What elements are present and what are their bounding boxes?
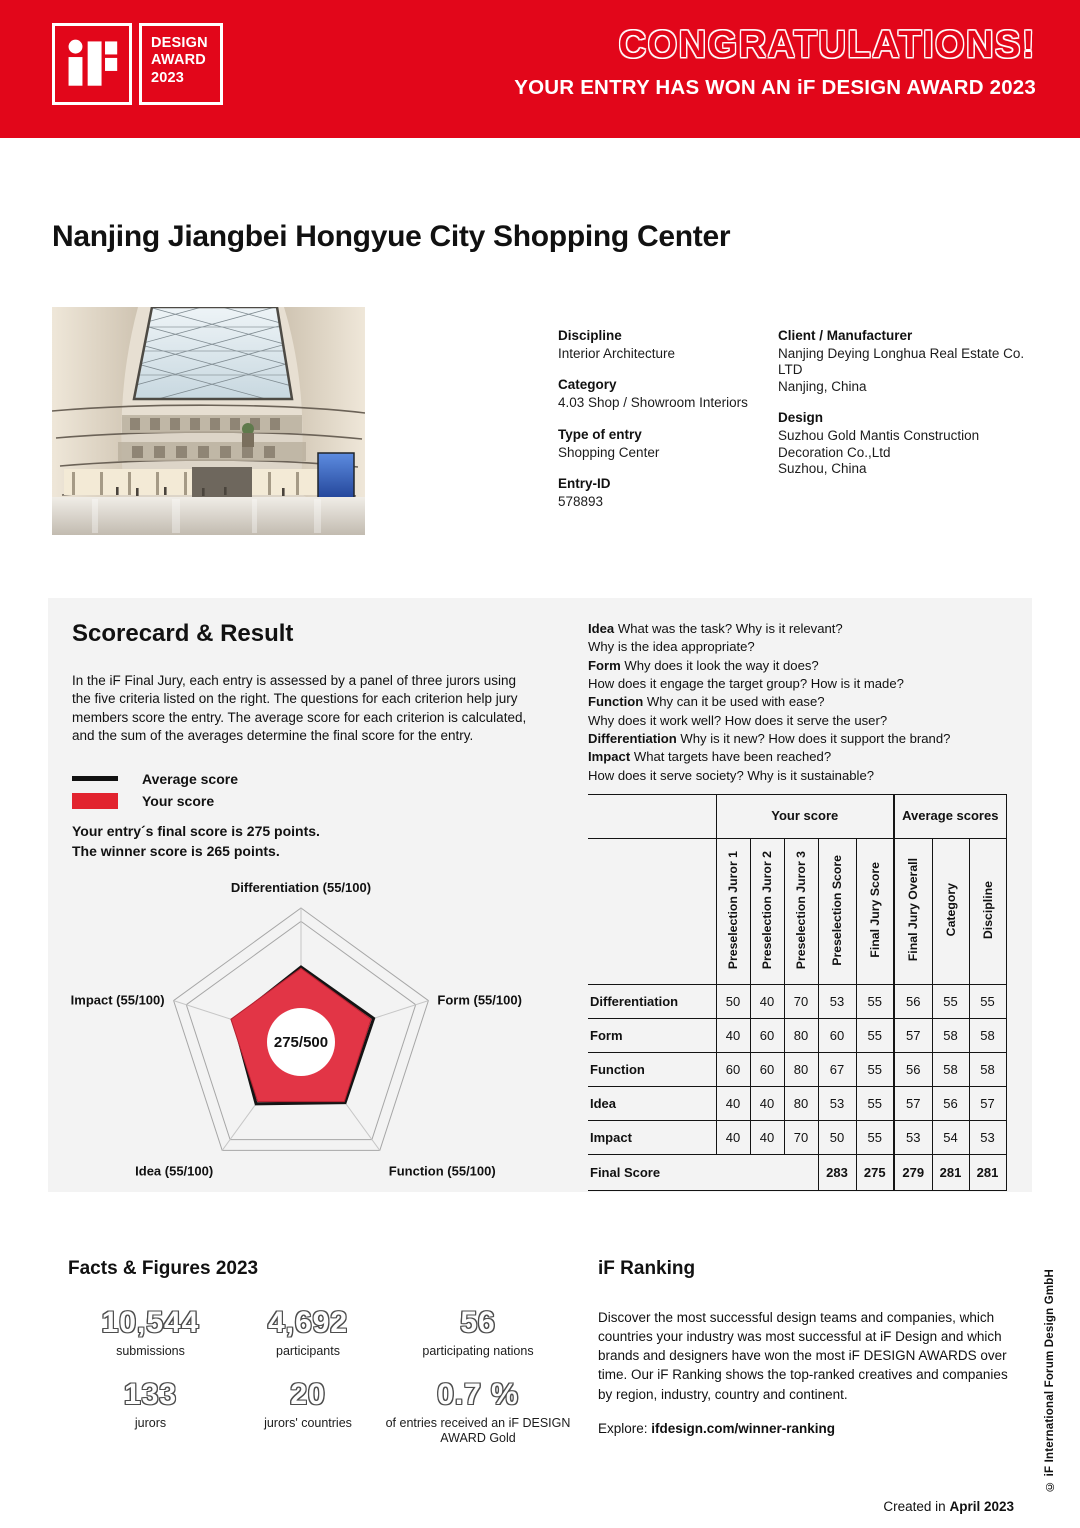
created-date: April 2023 xyxy=(949,1499,1014,1514)
column-header-category: Category xyxy=(932,838,969,984)
copyright-vertical-text: © iF International Forum Design GmbH xyxy=(1044,1268,1056,1492)
ranking-heading: iF Ranking xyxy=(598,1258,696,1279)
congratulations-headline: CONGRATULATIONS! xyxy=(618,24,1036,66)
criteria-line: Differentiation Why is it new? How does it support the brand? xyxy=(588,730,951,746)
score-cell: 55 xyxy=(856,1052,894,1086)
winner-score-line: The winner score is 265 points. xyxy=(72,843,280,860)
criteria-line: Idea What was the task? Why is it relevant? xyxy=(588,621,843,636)
meta-label: Design xyxy=(778,410,824,426)
score-cell: 53 xyxy=(894,1120,932,1154)
score-row-function xyxy=(588,1052,1006,1086)
meta-block-category xyxy=(558,377,778,411)
score-cell: 55 xyxy=(856,1120,894,1154)
if-design-award-logo xyxy=(52,23,223,105)
score-cell: 40 xyxy=(750,1086,784,1120)
meta-value-line: Suzhou, China xyxy=(778,461,867,477)
table-corner-cell xyxy=(588,794,716,838)
score-cell: 70 xyxy=(784,1120,818,1154)
final-score-cell: 279 xyxy=(894,1154,932,1190)
final-score-label: Final Score xyxy=(588,1154,818,1190)
group-header-average-scores: Average scores xyxy=(894,794,1006,838)
scorecard-intro: In the iF Final Jury, each entry is assessed by a panel of three jurors using the five criteria listed on the right. The questions for each criterion help jury members score the entry. The average score for each criterion is calculated, and the sum of the averages determine the final score for the entry. xyxy=(72,673,527,744)
meta-label: Type of entry xyxy=(558,426,642,442)
column-header-final-jury-score: Final Jury Score xyxy=(856,838,894,984)
score-cell: 58 xyxy=(969,1052,1006,1086)
metadata-left-column xyxy=(558,328,778,526)
logo-design-award-2023: DESIGN AWARD 2023 xyxy=(139,23,223,105)
score-row-form xyxy=(588,1018,1006,1052)
score-cell: 53 xyxy=(818,1086,856,1120)
final-score-cell: 281 xyxy=(969,1154,1006,1190)
average-score-swatch xyxy=(72,776,118,781)
final-score-row xyxy=(588,1154,1006,1190)
winner-ranking-link[interactable]: ifdesign.com/winner-ranking xyxy=(651,1420,836,1436)
score-cell: 40 xyxy=(716,1120,750,1154)
fact-value: 20 xyxy=(290,1377,326,1411)
fact-participating-nations xyxy=(383,1308,573,1360)
svg-text:275/500: 275/500 xyxy=(273,1033,329,1051)
final-score-line: Your entry´s final score is 275 points. xyxy=(72,822,320,839)
score-cell: 58 xyxy=(932,1018,969,1052)
meta-value-line: LTD xyxy=(778,362,803,378)
criteria-line: Why does it work well? How does it serve the user? xyxy=(588,712,888,728)
score-cell: 54 xyxy=(932,1120,969,1154)
radar-chart xyxy=(56,870,558,1187)
group-header-your-score: Your score xyxy=(716,794,894,838)
score-cell: 57 xyxy=(894,1086,932,1120)
score-cell: 57 xyxy=(969,1086,1006,1120)
score-cell: 57 xyxy=(894,1018,932,1052)
criteria-line: How does it engage the target group? How is it made? xyxy=(588,675,904,691)
fact-value: 56 xyxy=(460,1306,496,1339)
page-title: Nanjing Jiangbei Hongyue City Shopping Center xyxy=(52,220,731,253)
meta-value-line: Shopping Center xyxy=(558,444,660,460)
meta-value-line: Interior Architecture xyxy=(558,346,676,361)
score-cell: 40 xyxy=(750,984,784,1018)
score-cell: 60 xyxy=(750,1052,784,1086)
meta-value-line: Nanjing Deying Longhua Real Estate Co. xyxy=(778,346,1025,361)
fact-caption: of entries received an iF DESIGN AWARD Gold xyxy=(385,1415,571,1446)
score-row-differentiation xyxy=(588,984,1006,1018)
score-cell: 60 xyxy=(750,1018,784,1052)
criteria-line: Form Why does it look the way it does? xyxy=(588,657,819,673)
facts-figures-section xyxy=(68,1258,571,1447)
meta-block-entry-id xyxy=(558,476,778,510)
criteria-line: Why is the idea appropriate? xyxy=(588,639,755,655)
fact-jurors xyxy=(68,1377,233,1447)
explore-prefix: Explore: xyxy=(598,1420,652,1436)
project-photo xyxy=(52,307,365,535)
svg-text:Function (55/100): Function (55/100) xyxy=(388,1162,496,1178)
score-cell: 40 xyxy=(750,1120,784,1154)
congratulations-subtitle: YOUR ENTRY HAS WON AN iF DESIGN AWARD 2023 xyxy=(514,76,1036,99)
facts-grid xyxy=(68,1306,571,1447)
score-row-idea xyxy=(588,1086,1006,1120)
score-cell: 40 xyxy=(716,1086,750,1120)
score-cell: 58 xyxy=(932,1052,969,1086)
score-cell: 53 xyxy=(818,984,856,1018)
svg-text:Idea (55/100): Idea (55/100) xyxy=(135,1162,214,1178)
meta-block-design xyxy=(778,410,1030,477)
column-header-discipline: Discipline xyxy=(969,838,1006,984)
score-cell: 55 xyxy=(932,984,969,1018)
fact-caption: participants xyxy=(276,1344,340,1358)
final-score-cell: 275 xyxy=(856,1154,894,1190)
score-cell: 40 xyxy=(716,1018,750,1052)
criteria-line: How does it serve society? Why is it sustainable? xyxy=(588,767,875,783)
score-cell: 80 xyxy=(784,1018,818,1052)
score-cell: 80 xyxy=(784,1086,818,1120)
column-header-preselection-juror-2: Preselection Juror 2 xyxy=(750,838,784,984)
column-header-final-jury-overall: Final Jury Overall xyxy=(894,838,932,984)
score-cell: 56 xyxy=(894,1052,932,1086)
meta-label: Client / Manufacturer xyxy=(778,328,913,343)
fact-value: 4,692 xyxy=(267,1306,349,1339)
column-header-preselection-score: Preselection Score xyxy=(818,838,856,984)
ranking-body: Discover the most successful design teams and companies, which countries your industry was most successful at iF Design and which brands and designers have won the most iF DESIGN AWARDS over time. Our iF Ranking shows the top-ranked creatives and companies by region, industry, country and continent. xyxy=(598,1310,1008,1402)
score-cell: 55 xyxy=(856,984,894,1018)
facts-heading: Facts & Figures 2023 xyxy=(68,1258,259,1279)
fact-value: 133 xyxy=(123,1377,178,1411)
criterion-label: Form xyxy=(588,1018,716,1052)
score-cell: 67 xyxy=(818,1052,856,1086)
criteria-line: Impact What targets have been reached? xyxy=(588,749,832,765)
scorecard-heading: Scorecard & Result xyxy=(72,620,294,647)
metadata-right-column xyxy=(778,328,1030,526)
score-table xyxy=(588,794,1007,1191)
meta-block-type-of-entry xyxy=(558,427,778,461)
fact-value: 0.7 % xyxy=(437,1377,519,1411)
criterion-label: Impact xyxy=(588,1120,716,1154)
fact-of-entries-received-an-if-desi xyxy=(383,1377,573,1447)
meta-value-line: Nanjing, China xyxy=(778,378,867,394)
legend-your-score: Your score xyxy=(72,790,558,812)
criterion-label: Differentiation xyxy=(588,984,716,1018)
meta-value-line: 4.03 Shop / Showroom Interiors xyxy=(558,395,748,411)
score-cell: 55 xyxy=(856,1086,894,1120)
fact-jurors-countries xyxy=(233,1377,383,1447)
score-cell: 55 xyxy=(856,1018,894,1052)
svg-text:Form (55/100): Form (55/100) xyxy=(437,992,522,1008)
jury-criteria xyxy=(588,620,1008,785)
svg-text:Differentiation (55/100): Differentiation (55/100) xyxy=(230,879,372,895)
created-prefix: Created in xyxy=(883,1499,950,1514)
criterion-label: Function xyxy=(588,1052,716,1086)
scorecard-panel xyxy=(48,598,1032,1192)
fact-caption: participating nations xyxy=(422,1344,534,1358)
explore-line xyxy=(598,1421,1038,1436)
score-cell: 50 xyxy=(818,1120,856,1154)
table-blank-cell xyxy=(588,838,716,984)
meta-label: Category xyxy=(558,377,617,393)
svg-text:Impact (55/100): Impact (55/100) xyxy=(70,992,165,1008)
meta-value-line: Decoration Co.,Ltd xyxy=(778,444,891,460)
score-cell: 58 xyxy=(969,1018,1006,1052)
meta-value-line: Suzhou Gold Mantis Construction xyxy=(778,428,980,444)
meta-block-client-manufacturer xyxy=(778,328,1030,395)
meta-block-discipline xyxy=(558,328,778,362)
meta-label: Entry-ID xyxy=(558,476,611,492)
column-header-preselection-juror-1: Preselection Juror 1 xyxy=(716,838,750,984)
meta-value-line: 578893 xyxy=(558,494,604,510)
score-cell: 55 xyxy=(969,984,1006,1018)
score-cell: 50 xyxy=(716,984,750,1018)
criterion-label: Idea xyxy=(588,1086,716,1120)
final-score-cell: 281 xyxy=(932,1154,969,1190)
fact-caption: jurors xyxy=(134,1415,167,1430)
score-cell: 70 xyxy=(784,984,818,1018)
your-score-swatch xyxy=(72,793,118,809)
legend-average-score: Average score xyxy=(72,768,558,790)
score-cell: 60 xyxy=(818,1018,856,1052)
entry-metadata xyxy=(558,328,1030,526)
if-logo-icon xyxy=(52,23,132,105)
fact-caption: submissions xyxy=(116,1344,185,1358)
if-ranking-section xyxy=(598,1258,1038,1436)
column-header-preselection-juror-3: Preselection Juror 3 xyxy=(784,838,818,984)
score-row-impact xyxy=(588,1120,1006,1154)
score-cell: 80 xyxy=(784,1052,818,1086)
final-score-cell: 283 xyxy=(818,1154,856,1190)
fact-value: 10,544 xyxy=(101,1306,200,1339)
criteria-line: Function Why can it be used with ease? xyxy=(588,694,825,710)
score-cell: 56 xyxy=(932,1086,969,1120)
score-cell: 60 xyxy=(716,1052,750,1086)
score-cell: 56 xyxy=(894,984,932,1018)
fact-submissions xyxy=(68,1308,233,1360)
meta-label: Discipline xyxy=(558,328,622,343)
fact-caption: jurors' countries xyxy=(264,1415,352,1430)
created-date-line xyxy=(883,1499,1014,1514)
score-cell: 53 xyxy=(969,1120,1006,1154)
fact-participants xyxy=(233,1308,383,1360)
award-banner xyxy=(0,0,1080,138)
